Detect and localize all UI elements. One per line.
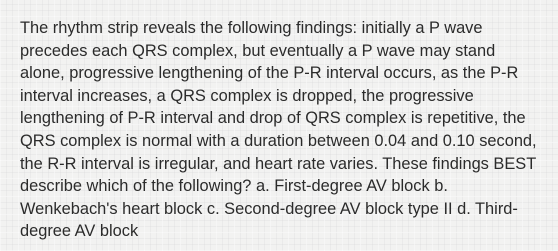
question-text: The rhythm strip reveals the following findings: initially a P wave precedes each QRS complex, but eventually a P wave may stand alone, progressive lengthening of the P-R interval occurs, as the P-R interval increases, a QRS complex is dropped, the progressive lengthening of P-R interval and drop of QRS complex is repetitive, the QRS complex is normal with a duration between 0.04 and 0.10 second, the R-R interval is irregular, and heart rate varies. These findings BEST describe which of the following? a. First-degree AV block b. Wenkebach's heart block c. Second-degree AV block type II d. Third-degree AV block xyxy=(20,19,537,241)
